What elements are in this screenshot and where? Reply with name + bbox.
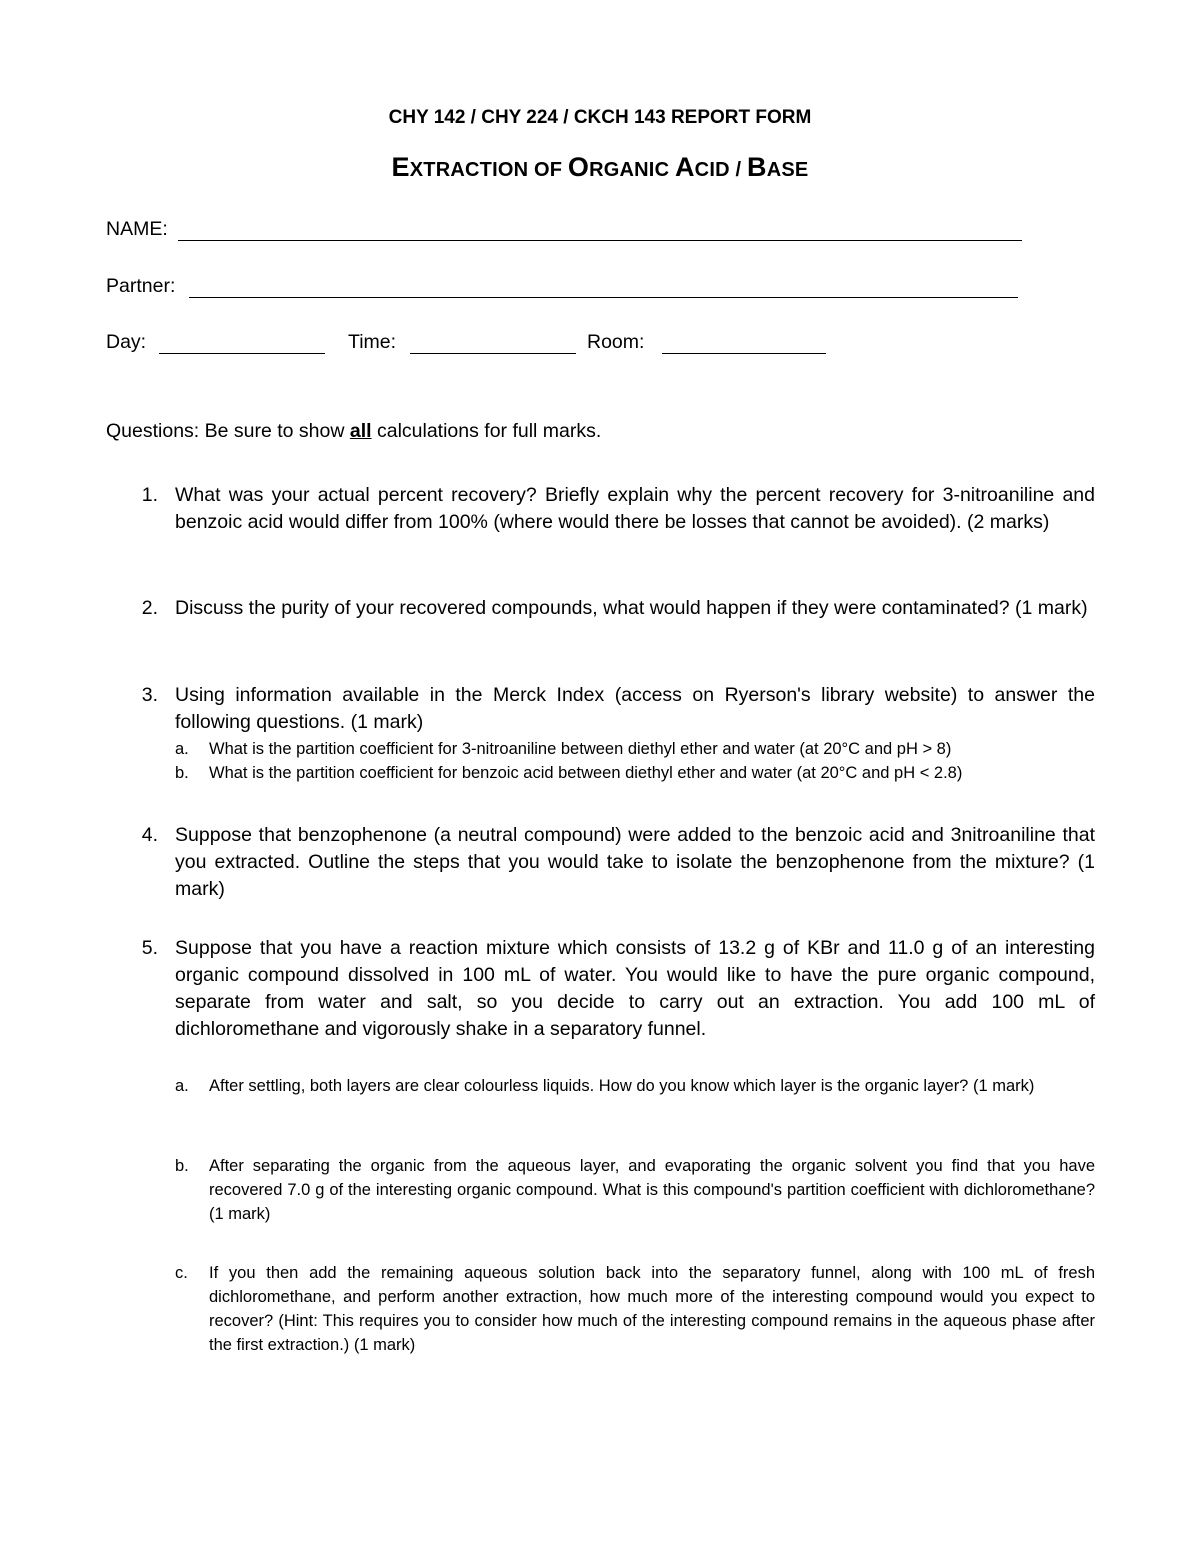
question-text: Suppose that you have a reaction mixture which consists of 13.2 g of KBr and 11.0 g of an interesting organic compound dissolved in 100 mL of water. You would like to have the pure organic compound, separate from water and salt, so you decide to carry out an extraction. You add 100 mL of dichloromethane and vigorously shake in a separatory funnel.: [175, 937, 1095, 1040]
question-number: 3.: [141, 684, 158, 706]
title-part: RGANIC: [589, 159, 675, 181]
sub-question-letter: c.: [175, 1264, 188, 1282]
sub-question-letter: b.: [175, 764, 189, 782]
instructions-suffix: calculations for full marks.: [371, 420, 602, 442]
name-blank-line[interactable]: [178, 220, 1022, 241]
sub-question-letter: a.: [175, 1077, 189, 1095]
question-text: Using information available in the Merck Index (access on Ryerson's library website) to answer the following questions. (1 mark): [175, 684, 1095, 733]
instructions-prefix: Questions: Be sure to show: [106, 420, 350, 442]
question-number: 4.: [141, 824, 158, 846]
question-text: Discuss the purity of your recovered compounds, what would happen if they were contaminated? (1 mark): [175, 597, 1088, 619]
document-title: [0, 152, 1200, 183]
sub-question-text: If you then add the remaining aqueous solution back into the separatory funnel, along with 100 mL of fresh dichloromethane, and perform another extraction, how much more of the interesting compound would you expect to recover? (Hint: This requires you to consider how much of the interesting compound remains in the aqueous phase after the first extraction.) (1 mark): [209, 1264, 1095, 1354]
title-part: CID /: [694, 159, 747, 181]
day-blank-line[interactable]: [159, 333, 325, 354]
question-number: 2.: [141, 597, 158, 619]
sub-question-text: After separating the organic from the aqueous layer, and evaporating the organic solvent you find that you have recovered 7.0 g of the interesting organic compound. What is this compound's partition coefficient with dichloromethane? (1 mark): [209, 1157, 1095, 1223]
instructions-line: [106, 418, 601, 445]
sub-question-text: What is the partition coefficient for benzoic acid between diethyl ether and water (at 20°C and pH < 2.8): [209, 764, 963, 782]
question-text: Suppose that benzophenone (a neutral compound) were added to the benzoic acid and 3nitroaniline that you extracted. Outline the steps that you would take to isolate the benzophenone from the mixture? (1 mark): [175, 824, 1095, 900]
title-part: B: [747, 152, 767, 182]
room-label: Room:: [587, 331, 645, 353]
title-part: XTRACTION OF: [409, 159, 568, 181]
partner-label: Partner:: [106, 275, 176, 297]
question-number: 5.: [141, 937, 158, 959]
room-blank-line[interactable]: [662, 333, 826, 354]
title-part: ASE: [766, 159, 809, 181]
question-number: 1.: [141, 484, 158, 506]
sub-question-letter: a.: [175, 740, 189, 758]
name-label: NAME:: [106, 218, 168, 240]
sub-question-text: What is the partition coefficient for 3-nitroaniline between diethyl ether and water (at 20°C and pH > 8): [209, 740, 952, 758]
instructions-emphasis: all: [349, 420, 372, 442]
sub-question-text: After settling, both layers are clear colourless liquids. How do you know which layer is the organic layer? (1 mark): [209, 1077, 1035, 1095]
time-label: Time:: [348, 331, 397, 353]
time-blank-line[interactable]: [410, 333, 576, 354]
title-part: E: [391, 152, 410, 182]
partner-blank-line[interactable]: [189, 277, 1018, 298]
course-heading: CHY 142 / CHY 224 / CKCH 143 REPORT FORM: [388, 107, 812, 128]
title-part: A: [674, 152, 695, 182]
question-text: What was your actual percent recovery? Briefly explain why the percent recovery for 3-nitroaniline and benzoic acid would differ from 100% (where would there be losses that cannot be avoided). (2 marks): [175, 484, 1095, 533]
day-label: Day:: [106, 331, 147, 353]
sub-question-letter: b.: [175, 1157, 189, 1175]
title-part: O: [567, 152, 590, 182]
